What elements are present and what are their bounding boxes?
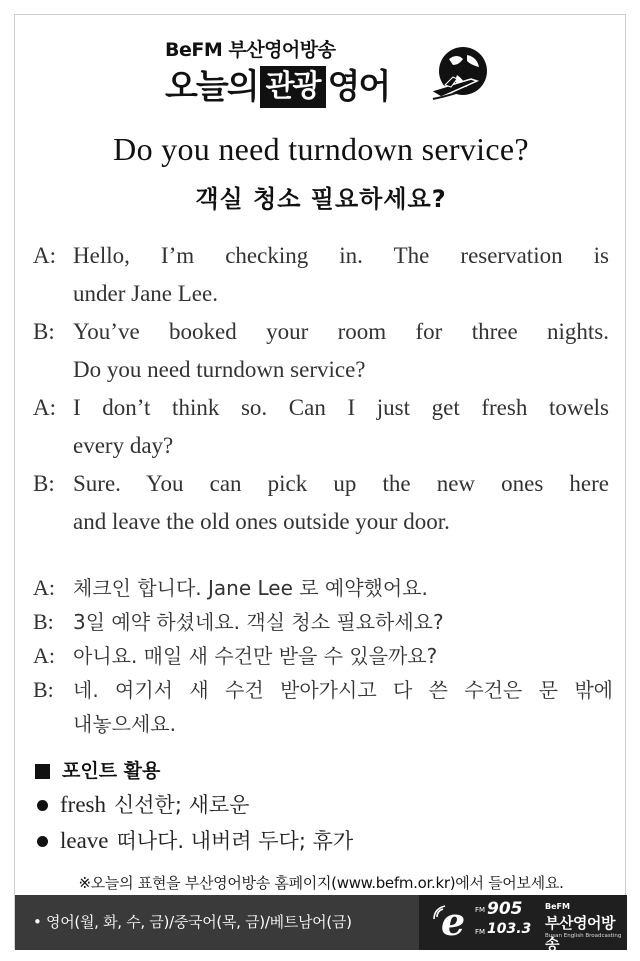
square-bullet-icon [35, 764, 50, 779]
key-points [33, 755, 613, 859]
translation-line [33, 673, 613, 741]
befm-logo [419, 895, 627, 953]
fm-label: FM [475, 928, 486, 936]
korean-title: 객실 청소 필요하세요? [195, 185, 447, 213]
speaker-label: A: [33, 575, 55, 600]
translation-text: 3일 예약 하셨네요. 객실 청소 필요하세요? [73, 610, 444, 634]
speaker-label: B: [33, 677, 54, 702]
translation-text: 체크인 합니다. Jane Lee 로 예약했어요. [73, 576, 428, 600]
frequency-2: 103.3 [487, 921, 532, 937]
speaker-label: B: [33, 471, 55, 496]
globe-plane-icon [427, 41, 493, 107]
translation-line [33, 571, 613, 605]
logo-station-name-en: Busan English Broadcasting [545, 933, 622, 939]
key-points-heading-text: 포인트 활용 [62, 760, 161, 782]
dialogue-text: under Jane Lee. [73, 281, 218, 306]
footer-bar [15, 895, 627, 953]
key-point-meaning: 떠나다. 내버려 두다; 휴가 [116, 829, 354, 853]
translation-line [33, 605, 613, 639]
series-title-part3: 영어 [327, 67, 390, 107]
dialogue-line [33, 389, 609, 465]
dialogue-text: You’ve booked your room for three nights. [73, 319, 609, 344]
dialogue-line [33, 465, 609, 541]
dialogue-text: Do you need turndown service? [73, 357, 366, 382]
translation-text: 아니요. 매일 새 수건만 받을 수 있을까요? [73, 644, 438, 668]
logo-brand: BeFM [545, 902, 570, 911]
english-title: Do you need turndown service? [113, 131, 529, 167]
speaker-label: A: [33, 643, 55, 668]
dialogue-text: and leave the old ones outside your door. [73, 509, 450, 534]
header [15, 15, 627, 115]
key-points-heading [33, 755, 613, 787]
bullet-icon [37, 836, 48, 847]
logo-station-name: 부산영어방송 [545, 914, 615, 953]
dialogue-line [33, 313, 609, 389]
broadcast-schedule: • 영어(월, 화, 수, 금)/중국어(목, 금)/베트남어(금) [33, 913, 352, 931]
translation-text: 네. 여기서 새 수건 받아가시고 다 쓴 수건은 문 밖에 [73, 678, 613, 702]
fm-label: FM [475, 906, 486, 914]
frequency-1: 905 [487, 899, 523, 919]
speaker-label: B: [33, 319, 55, 344]
speaker-label: B: [33, 609, 54, 634]
key-point-word: leave [60, 828, 109, 853]
dialogue-text: Hello, I’m checking in. The reservation is [73, 243, 609, 268]
brand-name: BeFM 부산영어방송 [165, 39, 336, 61]
key-point-item [33, 787, 613, 823]
translation-text: 내놓으세요. [73, 712, 176, 736]
article-page [14, 14, 626, 953]
bullet-icon [37, 800, 48, 811]
key-point-word: fresh [60, 792, 106, 817]
key-point-meaning: 신선한; 새로운 [113, 793, 250, 817]
dialogue-text: every day? [73, 433, 174, 458]
series-title-part1: 오늘의 [165, 67, 258, 107]
website-notice: ※오늘의 표현을 부산영어방송 홈페이지(www.befm.or.kr)에서 들어보세요. [78, 874, 564, 892]
speaker-label: A: [33, 243, 56, 268]
dialogue-text: Sure. You can pick up the new ones here [73, 471, 609, 496]
series-title [165, 65, 389, 109]
key-point-item [33, 823, 613, 859]
logo-letter: e [441, 899, 466, 944]
korean-translation [33, 571, 613, 741]
series-title-part2: 관광 [260, 66, 326, 108]
english-dialogue [33, 237, 609, 541]
dialogue-line [33, 237, 609, 313]
dialogue-text: I don’t think so. Can I just get fresh towels [73, 395, 609, 420]
translation-line [33, 639, 613, 673]
speaker-label: A: [33, 395, 56, 420]
